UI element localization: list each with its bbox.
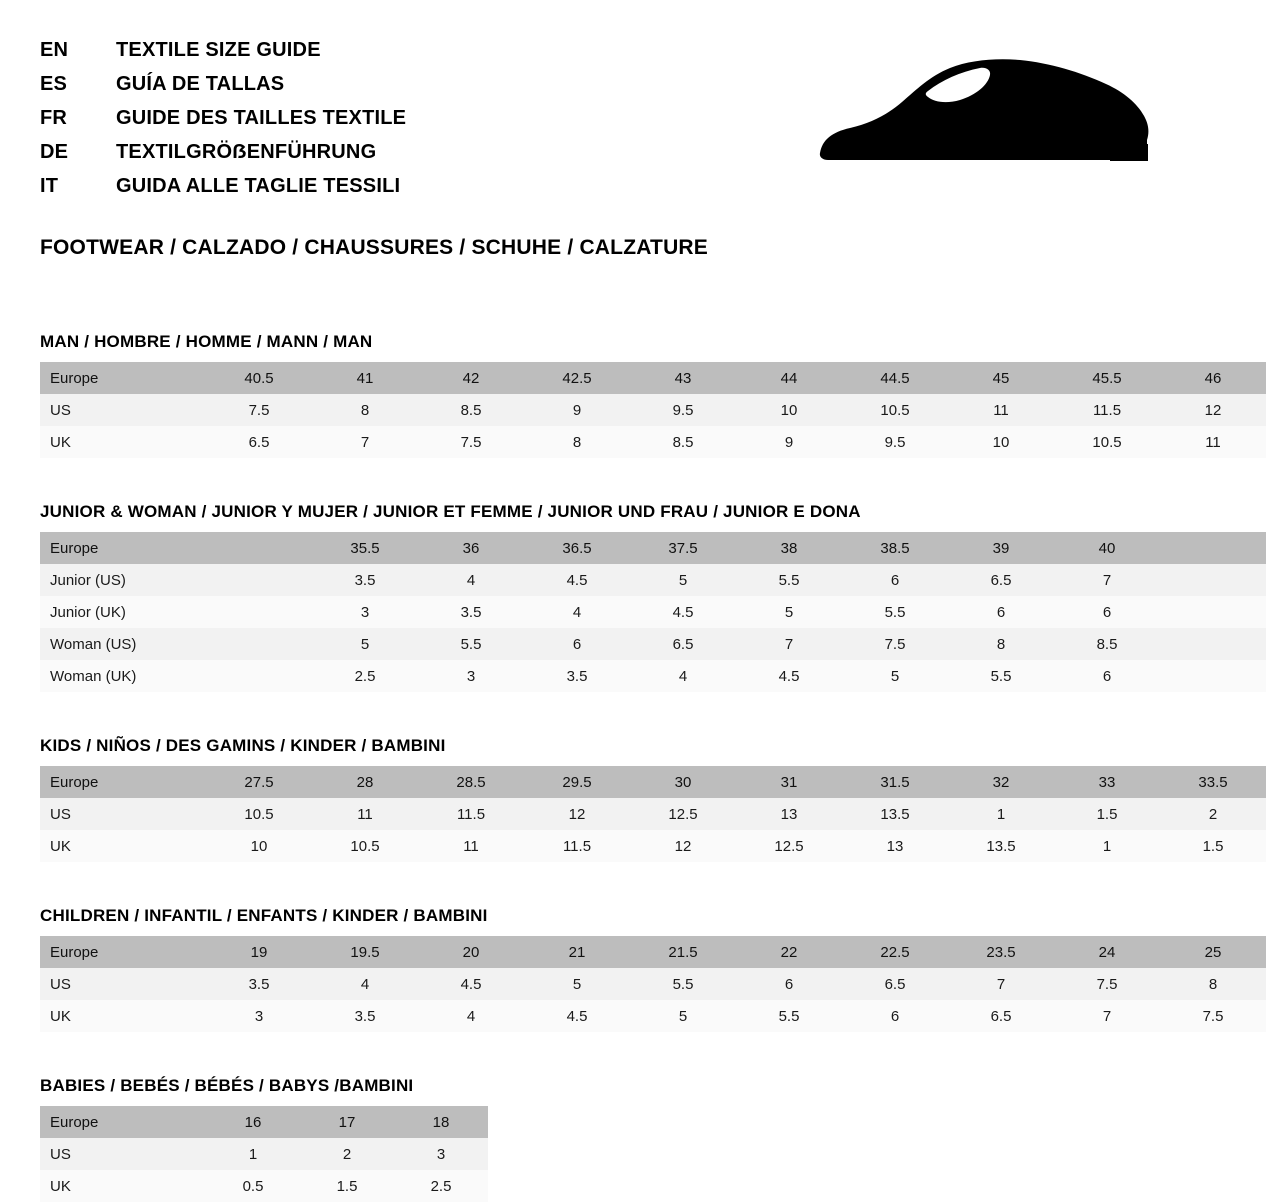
row-label: Europe: [40, 362, 206, 394]
cell: 40: [1054, 532, 1160, 564]
size-table-babies: [40, 1106, 488, 1202]
cell: 3.5: [524, 660, 630, 692]
cell: 8: [312, 394, 418, 426]
cell: 44: [736, 362, 842, 394]
cell: 8.5: [630, 426, 736, 458]
language-code: EN: [40, 39, 69, 61]
cell: 4: [312, 968, 418, 1000]
cell: 7.5: [842, 628, 948, 660]
table-row: [40, 564, 1266, 596]
table-row: [40, 798, 1266, 830]
section-title: BABIES / BEBÉS / BÉBÉS / BABYS /BAMBINI: [40, 1076, 414, 1095]
cell: 9: [736, 426, 842, 458]
language-code: IT: [40, 175, 59, 197]
cell: 3.5: [418, 596, 524, 628]
size-table-man: [40, 362, 1266, 458]
section-man: [40, 332, 1222, 458]
cell: 6: [1054, 660, 1160, 692]
cell: 2.5: [312, 660, 418, 692]
cell: [206, 564, 312, 596]
cell: 4.5: [524, 1000, 630, 1032]
language-code: DE: [40, 141, 69, 163]
table-row: [40, 628, 1266, 660]
cell: 6: [736, 968, 842, 1000]
cell: 43: [630, 362, 736, 394]
cell: 29.5: [524, 766, 630, 798]
table-row: [40, 936, 1266, 968]
cell: [1160, 564, 1266, 596]
cell: 3: [312, 596, 418, 628]
cell: 3.5: [312, 1000, 418, 1032]
cell: [206, 596, 312, 628]
cell: 4: [630, 660, 736, 692]
cell: 33: [1054, 766, 1160, 798]
cell: 5: [312, 628, 418, 660]
table-row: [40, 362, 1266, 394]
cell: 8: [1160, 968, 1266, 1000]
language-title: GUIDA ALLE TAGLIE TESSILI: [116, 175, 401, 197]
cell: 36.5: [524, 532, 630, 564]
section-title: MAN / HOMBRE / HOMME / MANN / MAN: [40, 332, 373, 351]
cell: 11.5: [1054, 394, 1160, 426]
cell: 8.5: [1054, 628, 1160, 660]
cell: 4: [524, 596, 630, 628]
cell: 6: [524, 628, 630, 660]
language-row: [40, 34, 406, 66]
row-label: Europe: [40, 936, 206, 968]
cell: 2: [1160, 798, 1266, 830]
cell: 10.5: [206, 798, 312, 830]
category-title: FOOTWEAR / CALZADO / CHAUSSURES / SCHUHE / CALZATURE: [40, 236, 709, 259]
cell: 13: [736, 798, 842, 830]
cell: 16: [206, 1106, 300, 1138]
cell: 20: [418, 936, 524, 968]
table-row: [40, 596, 1266, 628]
cell: 11.5: [524, 830, 630, 862]
dress-shoe-icon: [800, 34, 1160, 184]
cell: 7: [1054, 564, 1160, 596]
cell: 11: [1160, 426, 1266, 458]
row-label: US: [40, 968, 206, 1000]
cell: 6.5: [948, 1000, 1054, 1032]
cell: 7.5: [206, 394, 312, 426]
cell: 7: [1054, 1000, 1160, 1032]
cell: 5.5: [630, 968, 736, 1000]
cell: 39: [948, 532, 1054, 564]
cell: 10.5: [842, 394, 948, 426]
cell: 3: [206, 1000, 312, 1032]
cell: 5.5: [842, 596, 948, 628]
size-table-kids: [40, 766, 1266, 862]
cell: 1.5: [1160, 830, 1266, 862]
cell: 6.5: [842, 968, 948, 1000]
cell: 4.5: [736, 660, 842, 692]
language-code: ES: [40, 73, 68, 95]
cell: 5: [736, 596, 842, 628]
cell: 6.5: [630, 628, 736, 660]
cell: 10.5: [1054, 426, 1160, 458]
cell: 3: [418, 660, 524, 692]
cell: 5: [842, 660, 948, 692]
cell: 5.5: [736, 1000, 842, 1032]
cell: 3.5: [206, 968, 312, 1000]
cell: 10.5: [312, 830, 418, 862]
cell: 11: [948, 394, 1054, 426]
row-label: Europe: [40, 766, 206, 798]
cell: [1160, 596, 1266, 628]
cell: 10: [206, 830, 312, 862]
language-title: GUIDE DES TAILLES TEXTILE: [116, 107, 407, 129]
cell: 4.5: [524, 564, 630, 596]
section-kids: [40, 736, 1228, 862]
cell: 40.5: [206, 362, 312, 394]
cell: 23.5: [948, 936, 1054, 968]
row-label: Junior (UK): [40, 596, 206, 628]
language-title: GUÍA DE TALLAS: [116, 73, 285, 95]
cell: 31: [736, 766, 842, 798]
cell: 6: [842, 564, 948, 596]
cell: 13.5: [948, 830, 1054, 862]
cell: 45: [948, 362, 1054, 394]
size-table-junior-woman: [40, 532, 1266, 692]
language-title: TEXTILGRÖẞENFÜHRUNG: [116, 141, 377, 163]
cell: 22.5: [842, 936, 948, 968]
cell: 8: [948, 628, 1054, 660]
language-row: [40, 136, 406, 168]
cell: 5.5: [948, 660, 1054, 692]
cell: 10: [948, 426, 1054, 458]
cell: 25: [1160, 936, 1266, 968]
cell: 42: [418, 362, 524, 394]
cell: 32: [948, 766, 1054, 798]
cell: 5: [630, 1000, 736, 1032]
cell: 12.5: [736, 830, 842, 862]
cell: 1.5: [1054, 798, 1160, 830]
cell: 38.5: [842, 532, 948, 564]
cell: 28: [312, 766, 418, 798]
cell: 7: [312, 426, 418, 458]
cell: 8.5: [418, 394, 524, 426]
cell: 11: [312, 798, 418, 830]
cell: 28.5: [418, 766, 524, 798]
cell: 3.5: [312, 564, 418, 596]
cell: 46: [1160, 362, 1266, 394]
cell: 10: [736, 394, 842, 426]
cell: 22: [736, 936, 842, 968]
page-header: [40, 34, 1160, 202]
cell: 18: [394, 1106, 488, 1138]
section-title: KIDS / NIÑOS / DES GAMINS / KINDER / BAMBINI: [40, 736, 446, 755]
cell: 33.5: [1160, 766, 1266, 798]
cell: 11: [418, 830, 524, 862]
row-label: Junior (US): [40, 564, 206, 596]
cell: 17: [300, 1106, 394, 1138]
cell: 35.5: [312, 532, 418, 564]
cell: 41: [312, 362, 418, 394]
language-row: [40, 102, 406, 134]
cell: 19: [206, 936, 312, 968]
cell: 5: [524, 968, 630, 1000]
section-junior-woman: [40, 502, 1160, 692]
table-row: [40, 394, 1266, 426]
cell: 0.5: [206, 1170, 300, 1202]
table-row: [40, 1000, 1266, 1032]
cell: 1.5: [300, 1170, 394, 1202]
cell: 5.5: [418, 628, 524, 660]
cell: 4.5: [418, 968, 524, 1000]
cell: 30: [630, 766, 736, 798]
cell: [1160, 660, 1266, 692]
cell: 21.5: [630, 936, 736, 968]
cell: 1: [948, 798, 1054, 830]
row-label: Europe: [40, 532, 206, 564]
cell: [206, 660, 312, 692]
cell: 6.5: [948, 564, 1054, 596]
section-title: CHILDREN / INFANTIL / ENFANTS / KINDER / BAMBINI: [40, 906, 488, 925]
cell: 8: [524, 426, 630, 458]
cell: 12.5: [630, 798, 736, 830]
cell: 24: [1054, 936, 1160, 968]
cell: 21: [524, 936, 630, 968]
cell: 9.5: [842, 426, 948, 458]
table-row: [40, 1170, 488, 1202]
cell: 7.5: [1160, 1000, 1266, 1032]
table-row: [40, 1106, 488, 1138]
table-row: [40, 660, 1266, 692]
cell: 5: [630, 564, 736, 596]
cell: 6: [1054, 596, 1160, 628]
cell: 19.5: [312, 936, 418, 968]
cell: 38: [736, 532, 842, 564]
row-label: Europe: [40, 1106, 206, 1138]
cell: 13: [842, 830, 948, 862]
row-label: UK: [40, 830, 206, 862]
cell: 44.5: [842, 362, 948, 394]
table-row: [40, 426, 1266, 458]
cell: 12: [524, 798, 630, 830]
cell: 42.5: [524, 362, 630, 394]
cell: 12: [1160, 394, 1266, 426]
cell: 2: [300, 1138, 394, 1170]
row-label: US: [40, 394, 206, 426]
cell: 36: [418, 532, 524, 564]
cell: 6: [948, 596, 1054, 628]
cell: [206, 628, 312, 660]
size-table-children: [40, 936, 1266, 1032]
cell: 11.5: [418, 798, 524, 830]
section-babies: [40, 1076, 1160, 1202]
cell: [1160, 628, 1266, 660]
cell: 1: [1054, 830, 1160, 862]
cell: 27.5: [206, 766, 312, 798]
row-label: US: [40, 798, 206, 830]
row-label: Woman (US): [40, 628, 206, 660]
cell: 5.5: [736, 564, 842, 596]
cell: [1160, 532, 1266, 564]
cell: 4.5: [630, 596, 736, 628]
cell: 7: [948, 968, 1054, 1000]
cell: 7.5: [1054, 968, 1160, 1000]
language-list: [40, 34, 406, 202]
cell: 2.5: [394, 1170, 488, 1202]
section-title: JUNIOR & WOMAN / JUNIOR Y MUJER / JUNIOR ET FEMME / JUNIOR UND FRAU / JUNIOR E DONA: [40, 502, 861, 521]
table-row: [40, 766, 1266, 798]
cell: 3: [394, 1138, 488, 1170]
cell: 7.5: [418, 426, 524, 458]
language-title: TEXTILE SIZE GUIDE: [116, 39, 321, 61]
cell: 6: [842, 1000, 948, 1032]
cell: 9: [524, 394, 630, 426]
cell: 4: [418, 564, 524, 596]
cell: 1: [206, 1138, 300, 1170]
row-label: US: [40, 1138, 206, 1170]
table-row: [40, 968, 1266, 1000]
row-label: UK: [40, 426, 206, 458]
section-children: [40, 906, 1224, 1032]
cell: 12: [630, 830, 736, 862]
row-label: Woman (UK): [40, 660, 206, 692]
table-row: [40, 1138, 488, 1170]
cell: 4: [418, 1000, 524, 1032]
cell: 45.5: [1054, 362, 1160, 394]
cell: 37.5: [630, 532, 736, 564]
table-row: [40, 830, 1266, 862]
row-label: UK: [40, 1000, 206, 1032]
cell: [206, 532, 312, 564]
cell: 7: [736, 628, 842, 660]
language-row: [40, 68, 406, 100]
row-label: UK: [40, 1170, 206, 1202]
language-row: [40, 170, 406, 202]
cell: 6.5: [206, 426, 312, 458]
table-row: [40, 532, 1266, 564]
cell: 13.5: [842, 798, 948, 830]
cell: 31.5: [842, 766, 948, 798]
language-code: FR: [40, 107, 68, 129]
cell: 9.5: [630, 394, 736, 426]
